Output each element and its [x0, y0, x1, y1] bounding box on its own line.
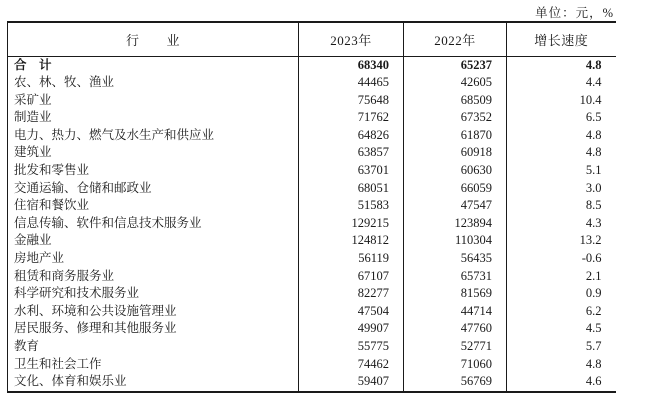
value-2023-cell: 67107	[299, 268, 404, 286]
value-2022-cell: 47547	[404, 197, 507, 215]
growth-cell: 4.8	[585, 57, 602, 72]
value-2023-cell: 124812	[299, 232, 404, 250]
industry-cell: 信息传输、软件和信息技术服务业	[8, 215, 299, 233]
industry-cell: 采矿业	[8, 92, 299, 110]
header-2023: 2023年	[299, 22, 404, 56]
industry-cell: 住宿和餐饮业	[8, 197, 299, 215]
industry-cell: 科学研究和技术服务业	[8, 285, 299, 303]
value-2022-cell: 67352	[404, 109, 507, 127]
table-row	[8, 197, 616, 215]
value-2022-cell: 44714	[404, 303, 507, 321]
growth-cell: 5.1	[585, 163, 602, 178]
industry-cell: 电力、热力、燃气及水生产和供应业	[8, 127, 299, 145]
table-row	[8, 232, 616, 250]
industry-cell: 农、林、牧、渔业	[8, 74, 299, 92]
value-2022-cell: 47760	[404, 320, 507, 338]
growth-cell: 6.5	[585, 110, 602, 125]
industry-cell: 批发和零售业	[8, 162, 299, 180]
growth-cell: 4.8	[585, 145, 602, 160]
value-2023-cell: 63857	[299, 144, 404, 162]
table-row	[8, 56, 616, 74]
value-2023-cell: 129215	[299, 215, 404, 233]
value-2023-cell: 74462	[299, 356, 404, 374]
growth-cell: 4.3	[585, 215, 602, 230]
table-row	[8, 109, 616, 127]
table-row	[8, 127, 616, 145]
header-industry: 行 业	[8, 22, 299, 56]
value-2022-cell: 123894	[404, 215, 507, 233]
value-2023-cell: 71762	[299, 109, 404, 127]
unit-note: 单位：元，%	[535, 6, 614, 20]
table-row	[8, 268, 616, 286]
industry-cell: 卫生和社会工作	[8, 356, 299, 374]
value-2022-cell: 65731	[404, 268, 507, 286]
value-2023-cell: 56119	[299, 250, 404, 268]
value-2023-cell: 63701	[299, 162, 404, 180]
growth-cell: 4.8	[585, 127, 602, 142]
industry-cell: 建筑业	[8, 144, 299, 162]
value-2023-cell: 82277	[299, 285, 404, 303]
industry-cell: 房地产业	[8, 250, 299, 268]
value-2023-cell: 68051	[299, 180, 404, 198]
growth-cell: 4.8	[585, 356, 602, 371]
value-2022-cell: 65237	[404, 56, 507, 74]
table-row	[8, 285, 616, 303]
industry-cell: 合 计	[8, 56, 299, 74]
value-2023-cell: 49907	[299, 320, 404, 338]
value-2023-cell: 44465	[299, 74, 404, 92]
value-2022-cell: 81569	[404, 285, 507, 303]
growth-cell: 4.4	[585, 75, 602, 90]
value-2022-cell: 56769	[404, 373, 507, 392]
value-2023-cell: 55775	[299, 338, 404, 356]
growth-cell: 3.0	[585, 180, 602, 195]
header-growth: 增长速度	[507, 22, 616, 56]
growth-cell: -0.6	[581, 251, 602, 266]
value-2022-cell: 56435	[404, 250, 507, 268]
table-row	[8, 92, 616, 110]
table-row	[8, 162, 616, 180]
growth-cell: 13.2	[579, 233, 602, 248]
table-row	[8, 180, 616, 198]
growth-cell: 5.7	[585, 339, 602, 353]
value-2022-cell: 68509	[404, 92, 507, 110]
table-row	[8, 373, 616, 392]
industry-cell: 金融业	[8, 232, 299, 250]
value-2023-cell: 64826	[299, 127, 404, 145]
growth-cell: 0.9	[585, 286, 602, 301]
value-2022-cell: 52771	[404, 338, 507, 356]
industry-cell: 制造业	[8, 109, 299, 127]
growth-cell: 2.1	[585, 268, 602, 283]
growth-cell: 10.4	[579, 92, 602, 107]
value-2022-cell: 66059	[404, 180, 507, 198]
industry-cell: 居民服务、修理和其他服务业	[8, 320, 299, 338]
growth-cell: 8.5	[585, 198, 602, 213]
industry-cell: 教育	[8, 338, 299, 356]
growth-cell: 6.2	[585, 303, 602, 318]
value-2023-cell: 75648	[299, 92, 404, 110]
table-row	[8, 303, 616, 321]
value-2023-cell: 51583	[299, 197, 404, 215]
value-2023-cell: 59407	[299, 373, 404, 392]
industry-cell: 文化、体育和娱乐业	[8, 373, 299, 392]
value-2022-cell: 61870	[404, 127, 507, 145]
value-2023-cell: 68340	[299, 56, 404, 74]
growth-cell: 4.5	[585, 321, 602, 336]
header-row	[8, 22, 616, 56]
industry-cell: 水利、环境和公共设施管理业	[8, 303, 299, 321]
value-2022-cell: 71060	[404, 356, 507, 374]
value-2022-cell: 110304	[404, 232, 507, 250]
table-row	[8, 356, 616, 374]
wage-by-industry-table	[7, 21, 616, 393]
table-header	[8, 22, 616, 56]
table-row	[8, 74, 616, 92]
header-2022: 2022年	[404, 22, 507, 56]
table-row	[8, 250, 616, 268]
value-2022-cell: 60630	[404, 162, 507, 180]
table-row	[8, 215, 616, 233]
value-2022-cell: 42605	[404, 74, 507, 92]
industry-cell: 租赁和商务服务业	[8, 268, 299, 286]
growth-cell: 4.6	[585, 374, 602, 389]
value-2022-cell: 60918	[404, 144, 507, 162]
table-body	[8, 56, 616, 392]
table-row	[8, 338, 616, 356]
table-row	[8, 144, 616, 162]
industry-cell: 交通运输、仓储和邮政业	[8, 180, 299, 198]
value-2023-cell: 47504	[299, 303, 404, 321]
table-row	[8, 320, 616, 338]
